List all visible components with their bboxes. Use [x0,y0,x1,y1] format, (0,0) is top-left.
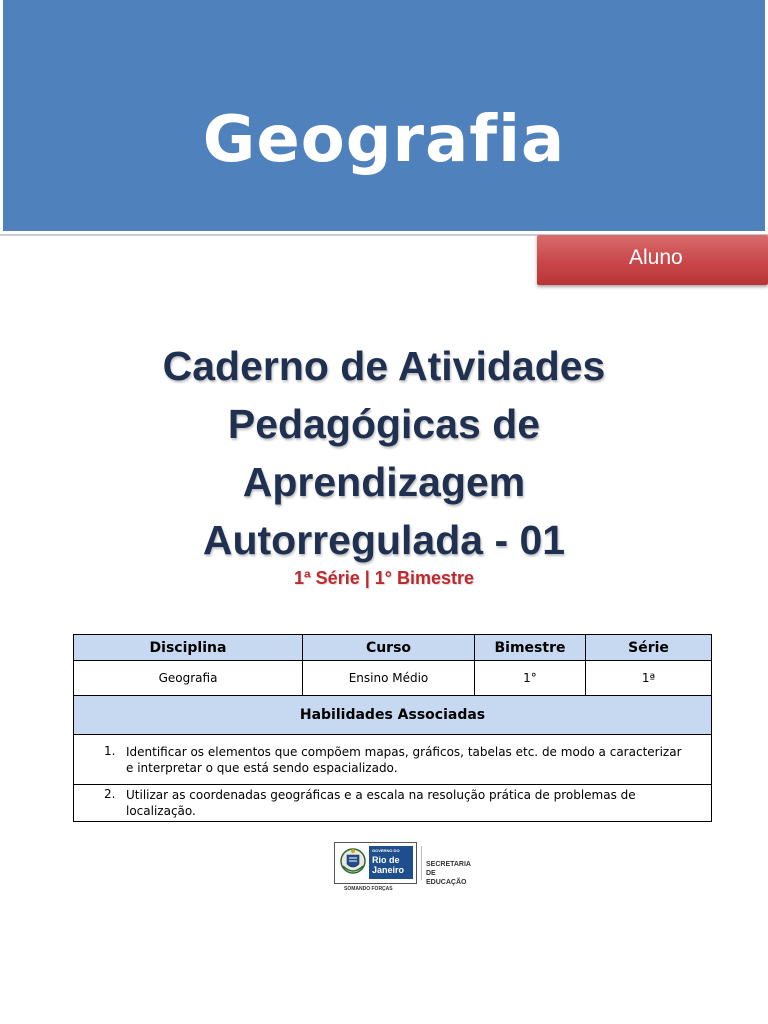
skill-cell [74,735,712,785]
skill-number: 2. [104,787,116,801]
logo-department: SECRETARIA DE EDUCAÇÃO [426,861,471,886]
logo-gov-label: GOVERNO DO [372,848,400,853]
skills-header: Habilidades Associadas [74,696,712,735]
logo-box [334,842,417,884]
document-subtitle: 1ª Série | 1° Bimestre [294,568,474,588]
coat-of-arms-icon [338,846,368,879]
logo-tagline: SOMANDO FORÇAS [344,886,393,892]
logo-text-block [369,846,413,879]
table-header-row [74,635,712,661]
cell-disciplina: Geografia [74,661,303,696]
course-info-table [73,634,712,822]
skill-text: Utilizar as coordenadas geográficas e a escala na resolução prática de problemas de localização. [126,788,636,818]
document-title [0,337,768,569]
logo-divider [421,846,422,880]
title-line: Autorregulada - 01 [202,517,566,563]
header-banner [3,0,765,231]
skills-header-row [74,696,712,735]
title-line: Caderno de Atividades [162,343,606,389]
government-logo [334,842,482,896]
title-line: Pedagógicas de [227,401,541,447]
cell-serie: 1ª [586,661,712,696]
skill-text: Identificar os elementos que compõem mapas, gráficos, tabelas etc. de modo a caracterizar e interpretar o que está sendo espacializado. [126,744,682,775]
audience-badge-label: Aluno [629,246,683,269]
title-line: Aprendizagem [242,459,526,505]
cell-bimestre: 1° [475,661,586,696]
cell-curso: Ensino Médio [303,661,475,696]
skill-number: 1. [104,743,116,758]
page-title: Geografia [202,103,566,177]
audience-badge [537,235,768,285]
logo-state-name: Rio de Janeiro [372,855,405,875]
header-cell-bimestre: Bimestre [475,635,586,661]
header-cell-serie: Série [586,635,712,661]
skill-row [74,785,712,822]
skill-cell [74,785,712,822]
skill-row [74,735,712,785]
header-cell-disciplina: Disciplina [74,635,303,661]
table-row [74,661,712,696]
header-cell-curso: Curso [303,635,475,661]
